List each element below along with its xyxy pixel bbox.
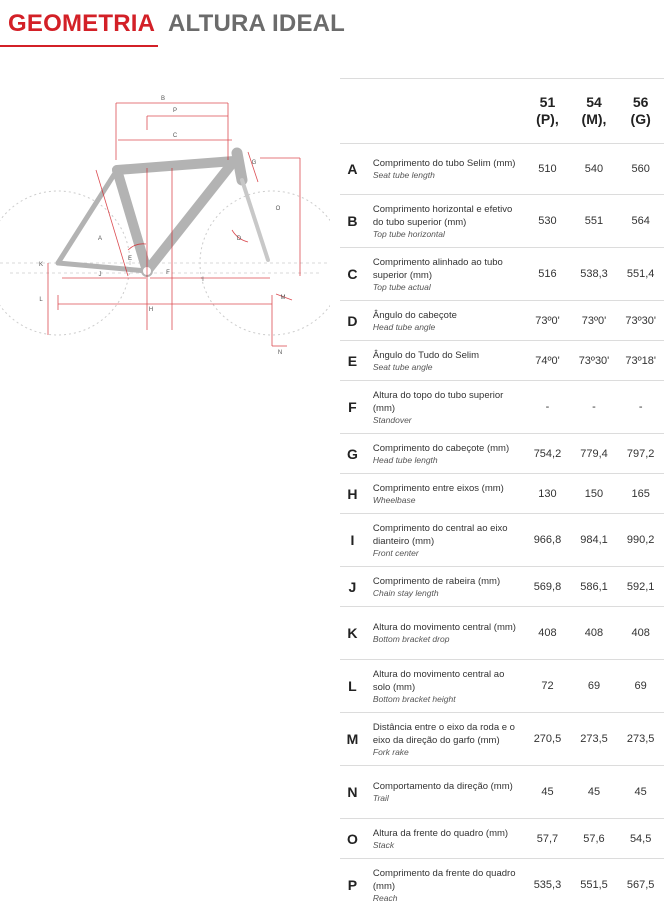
description-en: Standover <box>372 414 412 425</box>
value-cell: 564 <box>617 195 664 248</box>
dimension-lines <box>48 103 300 346</box>
value-cell: 540 <box>571 144 618 195</box>
description-en: Head tube length <box>372 454 438 465</box>
label-b: B <box>160 96 166 102</box>
header-desc-cell <box>365 79 524 144</box>
size-header-51: 51 (P), <box>524 79 570 144</box>
value-cell: 54,5 <box>617 819 664 859</box>
row-letter: D <box>340 301 365 341</box>
row-letter: E <box>340 341 365 381</box>
value-cell: 779,4 <box>571 434 618 474</box>
value-cell: 73º0' <box>571 301 618 341</box>
value-cell: 45 <box>524 766 570 819</box>
value-cell: 754,2 <box>524 434 570 474</box>
value-cell: - <box>617 381 664 434</box>
value-cell: 966,8 <box>524 514 570 567</box>
description-pt: Altura da frente do quadro (mm) <box>372 827 509 839</box>
description-pt: Comprimento alinhado ao tubo superior (mm) <box>372 256 503 281</box>
table-row <box>340 301 664 341</box>
label-e: E <box>127 256 133 262</box>
description-en: Top tube horizontal <box>372 228 445 239</box>
row-description <box>365 660 524 713</box>
table-row <box>340 514 664 567</box>
description-pt: Ângulo do Tudo do Selim <box>372 349 480 361</box>
tab-bar <box>0 0 671 48</box>
value-cell: 57,7 <box>524 819 570 859</box>
active-tab-indicator <box>0 45 158 47</box>
value-cell: 510 <box>524 144 570 195</box>
bike-geometry-diagram <box>0 80 330 370</box>
table-row <box>340 474 664 514</box>
label-n: N <box>277 350 283 356</box>
row-description <box>365 474 524 514</box>
table-row <box>340 341 664 381</box>
value-cell: 165 <box>617 474 664 514</box>
description-en: Fork rake <box>372 746 409 757</box>
row-letter: K <box>340 607 365 660</box>
row-letter: N <box>340 766 365 819</box>
tab-geometria[interactable]: GEOMETRIA <box>8 10 156 37</box>
bike-frame <box>58 153 268 271</box>
table-header-row <box>340 79 664 144</box>
value-cell: 560 <box>617 144 664 195</box>
value-cell: 592,1 <box>617 567 664 607</box>
description-pt: Comprimento da frente do quadro (mm) <box>372 867 516 892</box>
row-description <box>365 434 524 474</box>
description-en: Trail <box>372 793 389 803</box>
row-letter: J <box>340 567 365 607</box>
table-row <box>340 713 664 766</box>
description-en: Seat tube length <box>372 170 435 180</box>
row-description <box>365 301 524 341</box>
description-pt: Comportamento da direção (mm) <box>372 781 513 792</box>
value-cell: 551,5 <box>571 859 618 912</box>
value-cell: 130 <box>524 474 570 514</box>
value-cell: 586,1 <box>571 567 618 607</box>
header-letter-cell <box>340 79 365 144</box>
value-cell: 45 <box>617 766 664 819</box>
description-pt: Comprimento do central ao eixo dianteiro (mm) <box>372 522 508 547</box>
row-letter: M <box>340 713 365 766</box>
row-description <box>365 859 524 912</box>
description-en: Head tube angle <box>372 321 436 332</box>
value-cell: 57,6 <box>571 819 618 859</box>
value-cell: 408 <box>571 607 618 660</box>
value-cell: 73º0' <box>524 301 570 341</box>
size-header-54: 54 (M), <box>571 79 618 144</box>
label-g: G <box>251 160 257 166</box>
label-j: J <box>98 272 102 278</box>
row-description <box>365 144 524 195</box>
description-pt: Comprimento de rabeira (mm) <box>372 575 501 587</box>
value-cell: 73º30' <box>571 341 618 381</box>
value-cell: - <box>524 381 570 434</box>
row-letter: H <box>340 474 365 514</box>
table-row <box>340 819 664 859</box>
table-row <box>340 607 664 660</box>
description-pt: Altura do movimento central ao solo (mm) <box>372 668 505 693</box>
row-description <box>365 514 524 567</box>
value-cell: 567,5 <box>617 859 664 912</box>
description-pt: Comprimento do tubo Selim (mm) <box>372 158 516 169</box>
description-en: Bottom bracket drop <box>372 634 450 644</box>
row-letter: A <box>340 144 365 195</box>
size-header-56: 56 (G) <box>617 79 664 144</box>
row-letter: O <box>340 819 365 859</box>
row-description <box>365 713 524 766</box>
description-en: Top tube actual <box>372 281 431 292</box>
label-a: A <box>97 236 103 242</box>
table-row <box>340 567 664 607</box>
row-description <box>365 607 524 660</box>
value-cell: 73º30' <box>617 301 664 341</box>
value-cell: 535,3 <box>524 859 570 912</box>
value-cell: 551,4 <box>617 248 664 301</box>
label-d: D <box>236 236 242 242</box>
table-row <box>340 660 664 713</box>
table-row <box>340 248 664 301</box>
row-letter: C <box>340 248 365 301</box>
label-p: P <box>172 108 178 114</box>
description-pt: Altura do movimento central (mm) <box>372 622 516 633</box>
value-cell: 69 <box>617 660 664 713</box>
label-l: L <box>39 297 43 303</box>
row-description <box>365 381 524 434</box>
row-letter: L <box>340 660 365 713</box>
label-k: K <box>38 262 44 268</box>
row-letter: B <box>340 195 365 248</box>
row-letter: G <box>340 434 365 474</box>
value-cell: - <box>571 381 618 434</box>
description-en: Chain stay length <box>372 587 439 598</box>
value-cell: 797,2 <box>617 434 664 474</box>
value-cell: 551 <box>571 195 618 248</box>
description-en: Bottom bracket height <box>372 693 456 704</box>
label-m: M <box>280 295 286 301</box>
value-cell: 538,3 <box>571 248 618 301</box>
value-cell: 408 <box>524 607 570 660</box>
row-description <box>365 341 524 381</box>
value-cell: 69 <box>571 660 618 713</box>
row-description <box>365 567 524 607</box>
table-row <box>340 859 664 912</box>
description-pt: Distância entre o eixo da roda e o eixo da direção do garfo (mm) <box>372 721 515 746</box>
description-pt: Comprimento do cabeçote (mm) <box>372 442 510 454</box>
label-i: I <box>202 277 204 283</box>
table-row <box>340 381 664 434</box>
description-en: Reach <box>372 892 398 903</box>
table-row <box>340 144 664 195</box>
value-cell: 45 <box>571 766 618 819</box>
value-cell: 530 <box>524 195 570 248</box>
row-letter: I <box>340 514 365 567</box>
value-cell: 73º18' <box>617 341 664 381</box>
label-f: F <box>166 270 170 276</box>
row-description <box>365 248 524 301</box>
table-row <box>340 766 664 819</box>
description-pt: Comprimento horizontal e efetivo do tubo superior (mm) <box>372 203 513 228</box>
value-cell: 984,1 <box>571 514 618 567</box>
description-pt: Altura do topo do tubo superior (mm) <box>372 389 504 414</box>
value-cell: 74º0' <box>524 341 570 381</box>
table-row <box>340 434 664 474</box>
value-cell: 150 <box>571 474 618 514</box>
row-description <box>365 195 524 248</box>
description-en: Stack <box>372 839 395 850</box>
description-en: Front center <box>372 547 419 558</box>
table-row <box>340 195 664 248</box>
value-cell: 408 <box>617 607 664 660</box>
value-cell: 273,5 <box>571 713 618 766</box>
value-cell: 273,5 <box>617 713 664 766</box>
description-pt: Comprimento entre eixos (mm) <box>372 482 504 494</box>
description-en: Wheelbase <box>372 494 416 505</box>
description-pt: Ângulo do cabeçote <box>372 309 457 321</box>
value-cell: 516 <box>524 248 570 301</box>
row-letter: P <box>340 859 365 912</box>
label-h: H <box>148 307 154 313</box>
description-en: Seat tube angle <box>372 361 433 372</box>
tab-altura-ideal[interactable]: ALTURA IDEAL <box>168 10 346 37</box>
label-o: O <box>275 206 281 212</box>
value-cell: 270,5 <box>524 713 570 766</box>
value-cell: 569,8 <box>524 567 570 607</box>
row-letter: F <box>340 381 365 434</box>
value-cell: 990,2 <box>617 514 664 567</box>
row-description <box>365 766 524 819</box>
label-c: C <box>172 133 178 139</box>
row-description <box>365 819 524 859</box>
geometry-table <box>340 78 664 912</box>
value-cell: 72 <box>524 660 570 713</box>
